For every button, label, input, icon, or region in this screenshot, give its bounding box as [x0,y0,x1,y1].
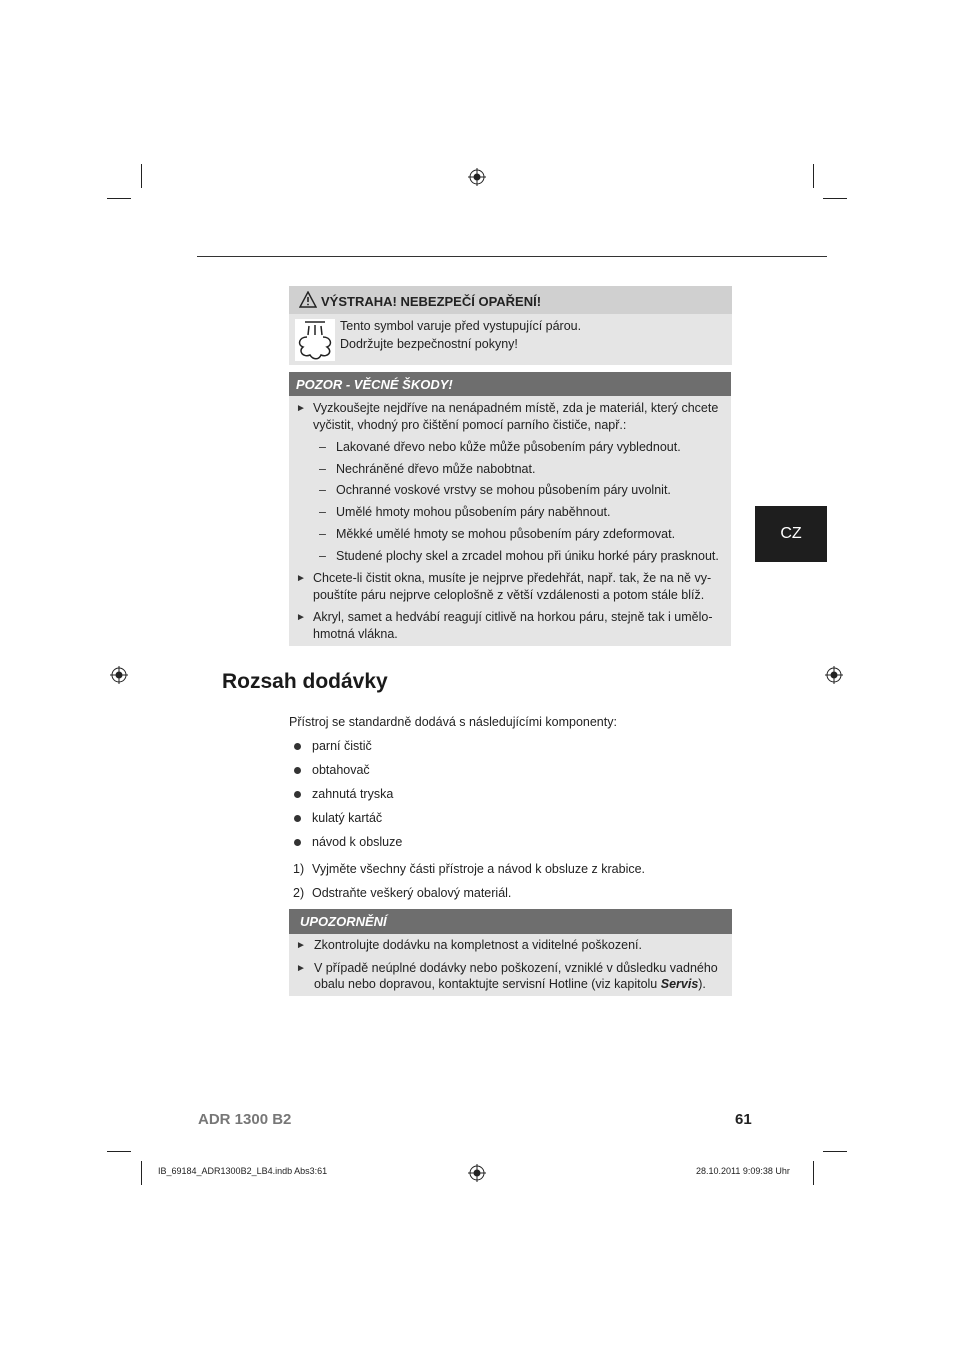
pozor-item-line: Chcete-li čistit okna, musíte je nejprve předehřát, např. tak, že na ně vy- [313,571,712,585]
warning-title: VÝSTRAHA! NEBEZPEČÍ OPAŘENÍ! [321,294,542,309]
upozorneni-text-pre: obalu nebo dopravou, kontaktujte servisní Hotline (viz kapitolu [314,977,661,991]
crop-mark [813,164,814,188]
crop-mark [813,1161,814,1185]
warning-header [289,286,732,314]
upozorneni-item: Zkontrolujte dodávku na kompletnost a viditelné poškození. [314,938,642,952]
dash-bullet: – [319,483,326,497]
upozorneni-box [289,909,732,996]
step-text: Vyjměte všechny části přístroje a návod k obsluze z krabice. [312,862,646,876]
pozor-item-line: vyčistit, vhodný pro čištění pomocí parního čističe, např.: [313,418,627,432]
bullet-dot [294,791,301,798]
pozor-item-line: Akryl, samet a hedvábí reagují citlivě na horkou páru, stejně tak i umělo- [313,610,713,624]
upozorneni-item-line: V případě neúplné dodávky nebo poškození, vzniklé v důsledku vadného [314,961,718,975]
pozor-subitem: Lakované dřevo nebo kůže může působením páry vyblednout. [336,440,681,454]
upozorneni-header [289,909,732,934]
registration-mark-icon [468,168,486,186]
pozor-subitem: Nechráněné dřevo může nabobtnat. [336,462,536,476]
pozor-item-line: Vyzkoušejte nejdříve na nenápadném místě, zda je materiál, který chcete [313,401,719,415]
crop-mark [823,198,847,199]
component-item: návod k obsluze [312,835,403,849]
upozorneni-text-post: ). [698,977,706,991]
product-model: ADR 1300 B2 [198,1111,292,1128]
pozor-title: POZOR - VĚCNÉ ŠKODY! [296,377,453,392]
header-rule [197,256,827,257]
pozor-item-line: hmotná vlákna. [313,627,398,641]
component-item: parní čistič [312,739,372,753]
arrow-bullet-icon: ► [296,403,306,414]
pozor-subitem: Ochranné voskové vrstvy se mohou působením páry uvolnit. [336,483,671,497]
dash-bullet: – [319,549,326,563]
page-number: 61 [735,1111,752,1128]
servis-reference: Servis [660,977,699,991]
warning-triangle-icon [299,291,317,308]
arrow-bullet-icon: ► [296,612,306,623]
pozor-header [289,372,731,396]
component-item: kulatý kartáč [312,811,383,825]
section-intro: Přístroj se standardně dodává s následujícími komponenty: [289,715,617,729]
print-slug-file: IB_69184_ADR1300B2_LB4.indb Abs3:61 [158,1166,328,1176]
print-slug-date: 28.10.2011 9:09:38 Uhr [696,1166,790,1176]
registration-mark-icon [825,666,843,684]
dash-bullet: – [319,527,326,541]
crop-mark [141,164,142,188]
arrow-bullet-icon: ► [296,940,306,951]
step-number: 1) [293,862,305,876]
arrow-bullet-icon: ► [296,963,306,974]
upozorneni-item-line [314,977,706,991]
pozor-box [289,372,731,646]
dash-bullet: – [319,440,326,454]
component-item: obtahovač [312,763,370,777]
step-text: Odstraňte veškerý obalový materiál. [312,886,512,900]
registration-mark-icon [110,666,128,684]
pozor-subitem: Měkké umělé hmoty se mohou působením páry zdeformovat. [336,527,676,541]
dash-bullet: – [319,505,326,519]
bullet-dot [294,743,301,750]
registration-mark-icon [468,1164,486,1182]
language-tab: CZ [755,506,827,562]
crop-mark [107,1151,131,1152]
step-number: 2) [293,886,305,900]
crop-mark [141,1161,142,1185]
bullet-dot [294,767,301,774]
steam-symbol-icon [295,319,335,361]
crop-mark [107,198,131,199]
dash-bullet: – [319,462,326,476]
bullet-dot [294,839,301,846]
upozorneni-title: UPOZORNĚNÍ [300,914,387,929]
warning-box [289,286,732,365]
component-item: zahnutá tryska [312,787,394,801]
section-title: Rozsah dodávky [222,670,388,693]
warning-text-line: Dodržujte bezpečnostní pokyny! [340,337,518,351]
arrow-bullet-icon: ► [296,573,306,584]
warning-text-line: Tento symbol varuje před vystupující párou. [340,319,582,333]
pozor-subitem: Umělé hmoty mohou působením páry naběhnout. [336,505,611,519]
pozor-subitem: Studené plochy skel a zrcadel mohou při úniku horké páry prasknout. [336,549,719,563]
bullet-dot [294,815,301,822]
pozor-item-line: pouštíte páru nejprve celoplošně z větší vzdálenosti a potom stále blíž. [313,588,705,602]
crop-mark [823,1151,847,1152]
